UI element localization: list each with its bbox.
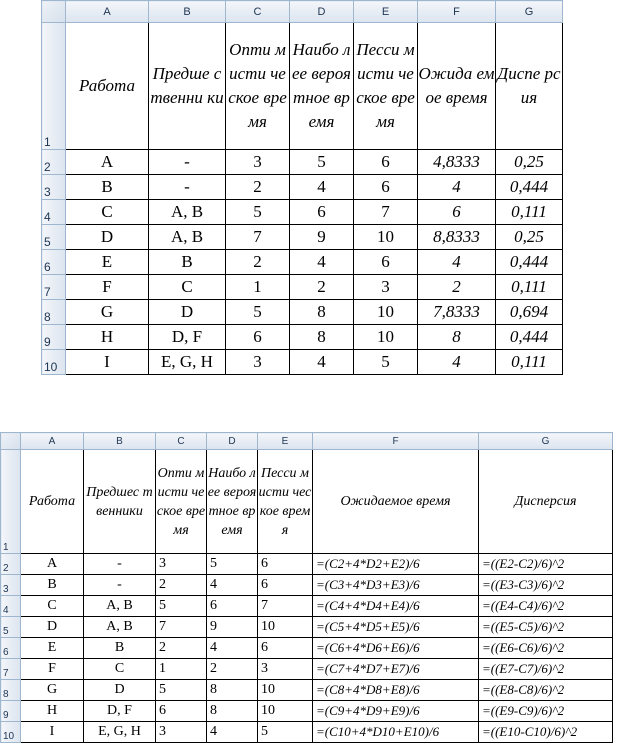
cell[interactable]: B [66,175,149,200]
cell[interactable]: 5 [226,300,290,325]
column-header-f[interactable]: F [313,433,479,450]
cell[interactable]: 4,8333 [418,150,496,175]
cell[interactable]: 5 [354,350,418,375]
column-header-e[interactable]: E [354,1,418,23]
column-header-g[interactable]: G [479,433,613,450]
cell[interactable]: 6 [258,575,313,596]
cell[interactable]: 8 [290,325,354,350]
cell[interactable]: A, B [84,596,156,617]
column-header-a[interactable]: A [66,1,149,23]
cell[interactable]: D [21,617,84,638]
cell[interactable]: 6 [354,150,418,175]
cell[interactable]: F [66,275,149,300]
cell[interactable]: 0,111 [496,350,563,375]
cell[interactable]: I [21,722,84,743]
cell[interactable]: C [84,659,156,680]
formula-cell[interactable]: =(C8+4*D8+E8)/6 [313,680,479,701]
row-header-3[interactable]: 3 [1,575,21,596]
cell[interactable]: 0,444 [496,175,563,200]
formula-cell[interactable]: =(C2+4*D2+E2)/6 [313,554,479,575]
cell[interactable]: 10 [354,325,418,350]
row-header-4[interactable]: 4 [1,596,21,617]
cell[interactable]: 8,8333 [418,225,496,250]
cell[interactable]: G [21,680,84,701]
cell[interactable]: - [149,175,226,200]
cell[interactable]: B [21,575,84,596]
cell[interactable]: 8 [207,680,258,701]
cell[interactable]: C [21,596,84,617]
cell[interactable]: 8 [418,325,496,350]
cell[interactable]: 10 [258,617,313,638]
cell[interactable]: B [149,250,226,275]
cell[interactable]: B [84,638,156,659]
formula-cell[interactable]: =(C6+4*D6+E6)/6 [313,638,479,659]
cell[interactable]: 4 [290,250,354,275]
row-header-10[interactable]: 10 [1,722,21,743]
cell[interactable]: E, G, H [149,350,226,375]
cell[interactable]: C [66,200,149,225]
formula-cell[interactable]: =((E7-C7)/6)^2 [479,659,613,680]
header-cell-optimistic-time[interactable]: Опти мисти ческое время [156,450,207,554]
formula-cell[interactable]: =((E2-C2)/6)^2 [479,554,613,575]
header-cell-work[interactable]: Работа [21,450,84,554]
cell[interactable]: 2 [290,275,354,300]
cell[interactable]: 4 [290,350,354,375]
select-all-corner[interactable] [1,433,21,450]
cell[interactable]: E [66,250,149,275]
header-cell-optimistic-time[interactable]: Опти мисти ческое время [226,23,290,150]
cell[interactable]: 4 [418,250,496,275]
cell[interactable]: 7 [226,225,290,250]
cell[interactable]: 6 [290,200,354,225]
header-cell-predecessors[interactable]: Предше ственни ки [149,23,226,150]
column-header-b[interactable]: B [149,1,226,23]
column-header-f[interactable]: F [418,1,496,23]
cell[interactable]: 2 [156,638,207,659]
formula-cell[interactable]: =((E3-C3)/6)^2 [479,575,613,596]
row-header-6[interactable]: 6 [1,638,21,659]
cell[interactable]: 2 [418,275,496,300]
cell[interactable]: 10 [258,680,313,701]
cell[interactable]: 5 [156,596,207,617]
cell[interactable]: 5 [226,200,290,225]
cell[interactable]: 2 [226,175,290,200]
cell[interactable]: 5 [290,150,354,175]
cell[interactable]: 6 [354,175,418,200]
header-cell-expected-time[interactable]: Ожида емое время [418,23,496,150]
cell[interactable]: 2 [226,250,290,275]
column-header-b[interactable]: B [84,433,156,450]
column-header-g[interactable]: G [496,1,563,23]
row-header-10[interactable]: 10 [42,350,66,375]
row-header-1[interactable]: 1 [42,23,66,150]
formula-cell[interactable]: =(C7+4*D7+E7)/6 [313,659,479,680]
cell[interactable]: 10 [354,225,418,250]
cell[interactable]: 4 [418,175,496,200]
formula-cell[interactable]: =(C5+4*D5+E5)/6 [313,617,479,638]
cell[interactable]: I [66,350,149,375]
cell[interactable]: E [21,638,84,659]
cell[interactable]: 5 [156,680,207,701]
cell[interactable]: 9 [290,225,354,250]
cell[interactable]: 0,694 [496,300,563,325]
formula-cell[interactable]: =(C10+4*D10+E10)/6 [313,722,479,743]
formula-cell[interactable]: =((E9-C9)/6)^2 [479,701,613,722]
cell[interactable]: 5 [207,554,258,575]
formula-cell[interactable]: =(C3+4*D3+E3)/6 [313,575,479,596]
cell[interactable]: 4 [418,350,496,375]
cell[interactable]: 6 [258,638,313,659]
cell[interactable]: 5 [258,722,313,743]
row-header-9[interactable]: 9 [42,325,66,350]
cell[interactable]: 8 [290,300,354,325]
cell[interactable]: A, B [84,617,156,638]
row-header-8[interactable]: 8 [42,300,66,325]
row-header-2[interactable]: 2 [42,150,66,175]
cell[interactable]: 0,25 [496,225,563,250]
formula-cell[interactable]: =((E8-C8)/6)^2 [479,680,613,701]
cell[interactable]: 6 [354,250,418,275]
column-header-c[interactable]: C [226,1,290,23]
header-cell-variance[interactable]: Диспе рсия [496,23,563,150]
cell[interactable]: A, B [149,225,226,250]
row-header-5[interactable]: 5 [42,225,66,250]
header-cell-pessimistic-time[interactable]: Песси мисти ческое время [354,23,418,150]
cell[interactable]: 3 [258,659,313,680]
cell[interactable]: A [66,150,149,175]
values-spreadsheet [41,0,563,375]
cell[interactable]: D [84,680,156,701]
cell[interactable]: 1 [226,275,290,300]
cell[interactable]: D [149,300,226,325]
formula-cell[interactable]: =((E6-C6)/6)^2 [479,638,613,659]
row-header-7[interactable]: 7 [42,275,66,300]
cell[interactable]: 0,25 [496,150,563,175]
column-header-e[interactable]: E [258,433,313,450]
row-header-2[interactable]: 2 [1,554,21,575]
cell[interactable]: 4 [207,575,258,596]
formula-cell[interactable]: =(C9+4*D9+E9)/6 [313,701,479,722]
cell[interactable]: 4 [207,722,258,743]
row-header-3[interactable]: 3 [42,175,66,200]
cell[interactable]: 6 [226,325,290,350]
cell[interactable]: 1 [156,659,207,680]
column-header-d[interactable]: D [290,1,354,23]
row-header-1[interactable]: 1 [1,450,21,554]
cell[interactable]: 2 [156,575,207,596]
row-header-5[interactable]: 5 [1,617,21,638]
header-cell-most-likely-time[interactable]: Наибо лее вероя тное время [290,23,354,150]
row-header-7[interactable]: 7 [1,659,21,680]
cell[interactable]: 7 [354,200,418,225]
cell[interactable]: H [21,701,84,722]
column-header-c[interactable]: C [156,433,207,450]
cell[interactable]: 3 [226,150,290,175]
cell[interactable]: 3 [156,554,207,575]
cell[interactable]: 0,444 [496,325,563,350]
cell[interactable]: 10 [258,701,313,722]
cell[interactable]: 6 [258,554,313,575]
cell[interactable]: A, B [149,200,226,225]
cell[interactable]: 9 [207,617,258,638]
formula-cell[interactable]: =((E10-C10)/6)^2 [479,722,613,743]
formula-cell[interactable]: =((E5-C5)/6)^2 [479,617,613,638]
cell[interactable]: 6 [418,200,496,225]
cell[interactable]: H [66,325,149,350]
header-cell-pessimistic-time[interactable]: Песси мисти ческое время [258,450,313,554]
cell[interactable]: A [21,554,84,575]
header-cell-predecessors[interactable]: Предшес твенники [84,450,156,554]
header-cell-expected-time[interactable]: Ожидаемое время [313,450,479,554]
cell[interactable]: C [149,275,226,300]
cell[interactable]: 10 [354,300,418,325]
cell[interactable]: 6 [207,596,258,617]
formula-cell[interactable]: =((E4-C4)/6)^2 [479,596,613,617]
cell[interactable]: - [84,554,156,575]
cell[interactable]: 0,111 [496,200,563,225]
cell[interactable]: D, F [149,325,226,350]
cell[interactable]: 4 [290,175,354,200]
cell[interactable]: 7 [258,596,313,617]
cell[interactable]: 8 [207,701,258,722]
row-header-4[interactable]: 4 [42,200,66,225]
cell[interactable]: - [149,150,226,175]
cell[interactable]: 0,444 [496,250,563,275]
cell[interactable]: 6 [156,701,207,722]
cell[interactable]: 7,8333 [418,300,496,325]
cell[interactable]: G [66,300,149,325]
header-cell-most-likely-time[interactable]: Наибо лее вероя тное время [207,450,258,554]
row-header-6[interactable]: 6 [42,250,66,275]
cell[interactable]: 7 [156,617,207,638]
row-header-8[interactable]: 8 [1,680,21,701]
formulas-spreadsheet [0,432,613,743]
formula-cell[interactable]: =(C4+4*D4+E4)/6 [313,596,479,617]
cell[interactable]: E, G, H [84,722,156,743]
header-cell-work[interactable]: Работа [66,23,149,150]
cell[interactable]: 0,111 [496,275,563,300]
row-header-9[interactable]: 9 [1,701,21,722]
select-all-corner[interactable] [42,1,66,23]
cell[interactable]: D, F [84,701,156,722]
cell[interactable]: F [21,659,84,680]
column-header-d[interactable]: D [207,433,258,450]
column-header-a[interactable]: A [21,433,84,450]
cell[interactable]: 2 [207,659,258,680]
header-cell-variance[interactable]: Дисперсия [479,450,613,554]
cell[interactable]: 4 [207,638,258,659]
cell[interactable]: 3 [226,350,290,375]
cell[interactable]: 3 [156,722,207,743]
cell[interactable]: 3 [354,275,418,300]
cell[interactable]: - [84,575,156,596]
cell[interactable]: D [66,225,149,250]
